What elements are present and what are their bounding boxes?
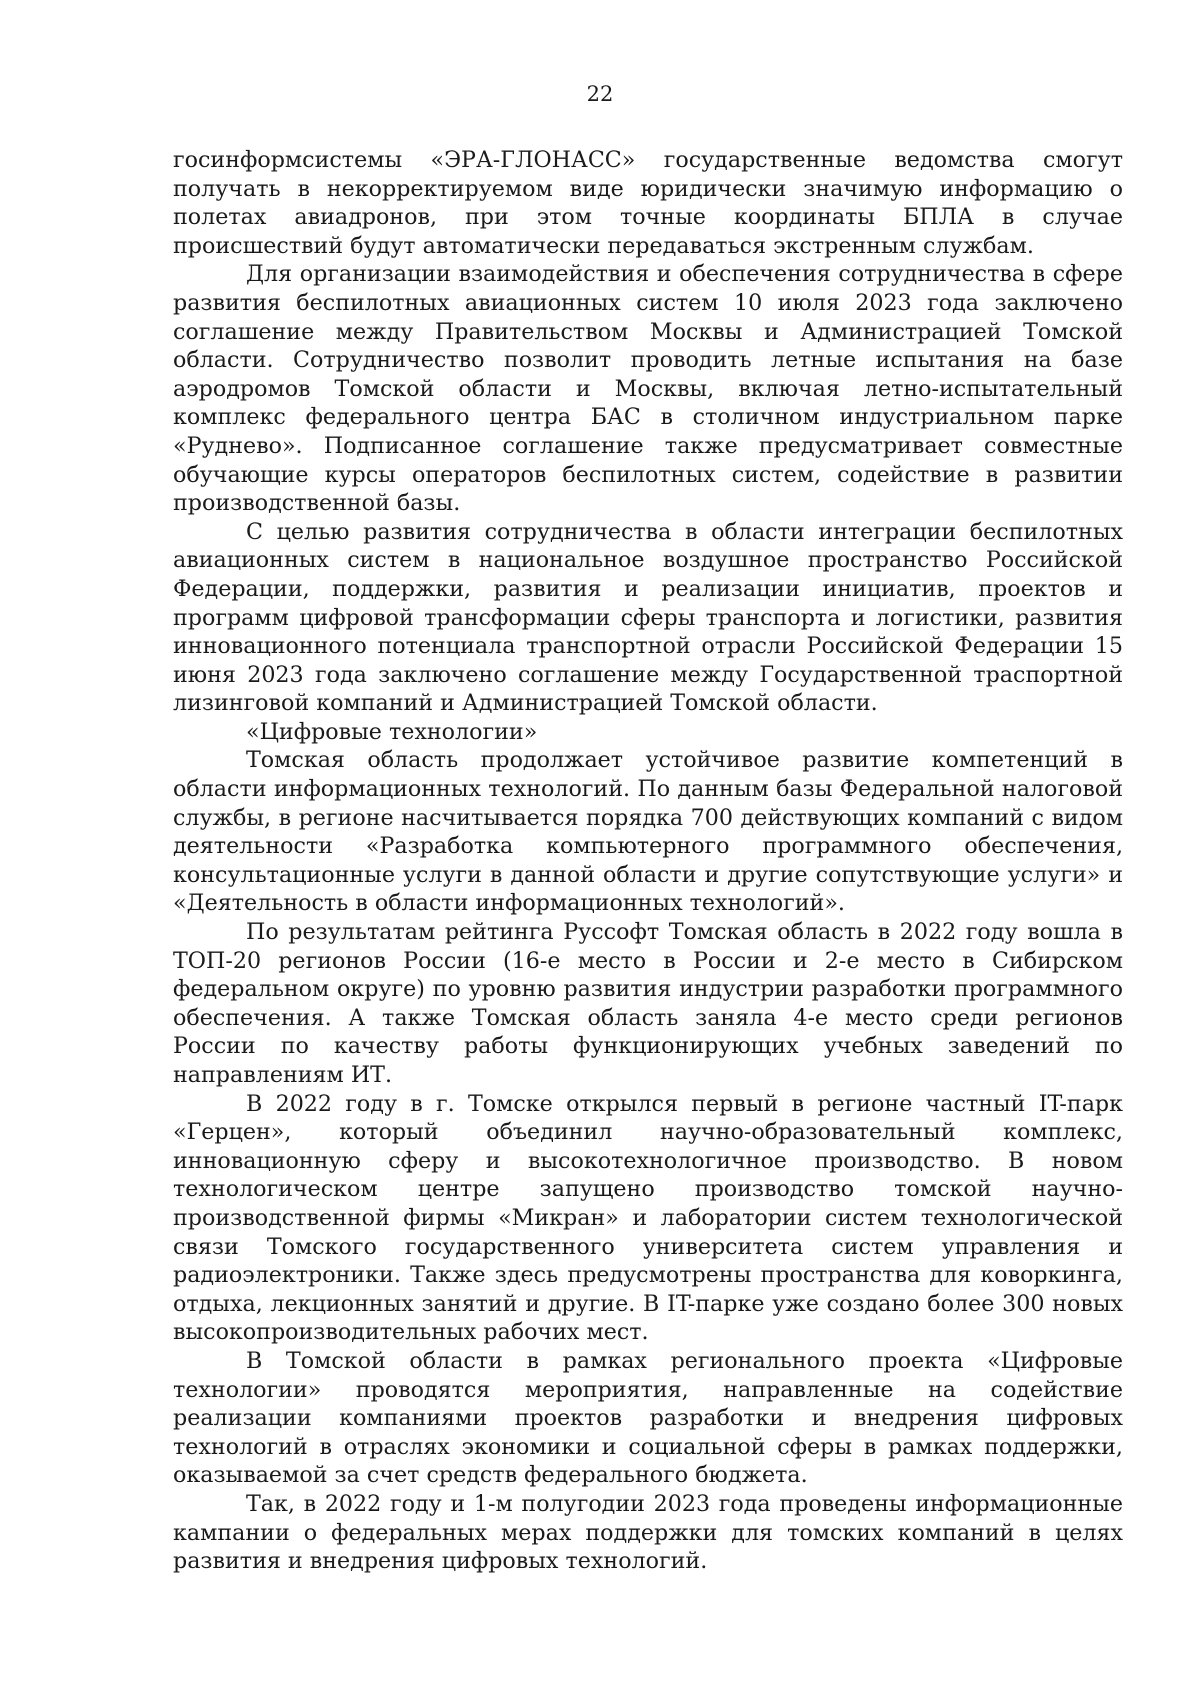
paragraph-it-competencies: Томская область продолжает устойчивое развитие компетенций в области информационных технологий. По данным базы Федеральной налоговой службы, в регионе насчитывается порядка 700 действующих компаний с видом деятельности «Разработка компьютерного программного обеспечения, консультационные услуги в данной области и другие сопутствующие услуги» и «Деятельность в области информационных технологий». — [173, 747, 1123, 917]
paragraph-regional-project: В Томской области в рамках регионального проекта «Цифровые технологии» проводятся мероприятия, направленные на содействие реализации компаниями проектов разработки и внедрения цифровых технологий в отраслях экономики и социальной сферы в рамках поддержки, оказываемой за счет средств федерального бюджета. — [173, 1347, 1123, 1489]
paragraph-moscow-agreement: Для организации взаимодействия и обеспечения сотрудничества в сфере развития беспилотных авиационных систем 10 июля 2023 года заключено соглашение между Правительством Москвы и Администрацией Томской области. Сотрудничество позволит проводить летные испытания на базе аэродромов Томской области и Москвы, включая летно-испытательный комплекс федерального центра БАС в столичном индустриальном парке «Руднево». Подписанное соглашение также предусматривает совместные обучающие курсы операторов беспилотных систем, содействие в развитии производственной базы. — [173, 261, 1123, 517]
paragraph-gtlk-agreement: С целью развития сотрудничества в области интеграции беспилотных авиационных систем в национальное воздушное пространство Российской Федерации, поддержки, развития и реализации инициатив, проектов и программ цифровой трансформации сферы транспорта и логистики, развития инновационного потенциала транспортной отрасли Российской Федерации 15 июня 2023 года заключено соглашение между Государственной траспортной лизинговой компаний и Администрацией Томской области. — [173, 518, 1123, 717]
page-number: 22 — [586, 82, 614, 106]
paragraph-russoft-rating: По результатам рейтинга Руссофт Томская область в 2022 году вошла в ТОП-20 регионов России (16-е место в России и 2-е место в Сибирском федеральном округе) по уровню развития индустрии разработки программного обеспечения. А также Томская область заняла 4-е место среди регионов России по качеству работы функционирующих учебных заведений по направлениям ИТ. — [173, 919, 1123, 1088]
section-heading-digital-technologies: «Цифровые технологии» — [246, 718, 538, 745]
paragraph-information-campaigns: Так, в 2022 году и 1-м полугодии 2023 года проведены информационные кампании о федеральных мерах поддержки для томских компаний в целях развития и внедрения цифровых технологий. — [173, 1490, 1123, 1575]
document-body — [173, 146, 1123, 1576]
paragraph-it-park-herzen: В 2022 году в г. Томске открылся первый в регионе частный IT-парк «Герцен», который объединил научно-образовательный комплекс, инновационную сферу и высокотехнологичное производство. В новом технологическом центре запущено производство томской научно-производственной фирмы «Микран» и лаборатории систем технологической связи Томского государственного университета систем управления и радиоэлектроники. Также здесь предусмотрены пространства для коворкинга, отдыха, лекционных занятий и другие. В IT-парке уже создано более 300 новых высокопроизводительных рабочих мест. — [173, 1090, 1123, 1346]
paragraph-era-glonass: госинформсистемы «ЭРА-ГЛОНАСС» государственные ведомства смогут получать в некорректируемом виде юридически значимую информацию о полетах авиадронов, при этом точные координаты БПЛА в случае происшествий будут автоматически передаваться экстренным службам. — [173, 147, 1123, 259]
